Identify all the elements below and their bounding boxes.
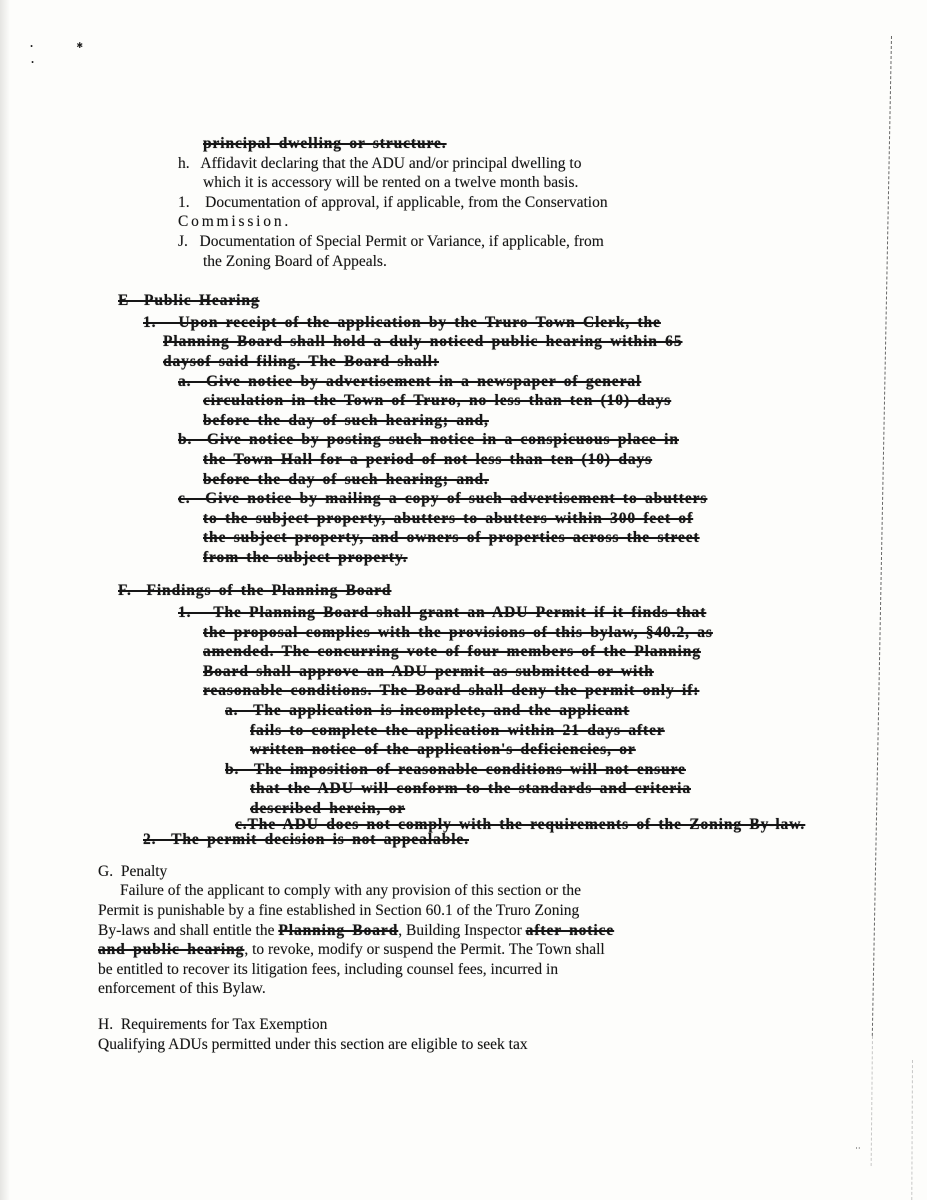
text-line (0, 603, 927, 623)
text-line (0, 411, 927, 431)
text-line (0, 881, 927, 901)
struck-text: fails to complete the application within 21 days after (250, 721, 665, 739)
struck-text: Planning Board (278, 921, 399, 939)
struck-text: after notice (525, 921, 615, 939)
body-text: G. Penalty (98, 862, 168, 880)
item-e-1-b-struck (0, 430, 927, 489)
item-f-1-b-struck (0, 760, 927, 819)
struck-text: a. Give notice by advertisement in a newspaper of general (178, 372, 642, 390)
text-line (0, 332, 927, 352)
section-f-heading-struck (0, 581, 927, 601)
struck-text: the proposal complies with the provisions of this bylaw, §40.2, as (203, 623, 713, 641)
struck-text: c. Give notice by mailing a copy of such advertisement to abutters (178, 490, 708, 508)
ink-speck: • (30, 41, 33, 51)
text-line (0, 681, 927, 701)
scan-edge-line (871, 1036, 873, 1166)
ink-speck: ‥ (855, 1141, 861, 1151)
para-h-tax (0, 1035, 927, 1055)
text-line (0, 979, 927, 999)
body-text: the Zoning Board of Appeals. (203, 252, 387, 270)
text-line (0, 352, 927, 372)
text-line (0, 154, 927, 174)
struck-text: c.The ADU does not comply with the requirements of the Zoning By-law. (235, 815, 806, 833)
struck-text: reasonable conditions. The Board shall deny the permit only if: (203, 682, 700, 700)
struck-text: 1. The Planning Board shall grant an ADU Permit if it finds that (178, 604, 707, 622)
body-text: Failure of the applicant to comply with any provision of this section or the (120, 882, 582, 900)
struck-text: before the day of such hearing; and, (203, 411, 489, 429)
text-line (0, 528, 927, 548)
struck-text: written notice of the application's deficiencies, or (250, 741, 636, 759)
body-text: , to revoke, modify or suspend the Permit. The Town shall (244, 941, 605, 959)
struck-text: Planning Board shall hold a duly noticed public hearing within 65 (163, 333, 683, 351)
body-text: Permit is punishable by a fine established in Section 60.1 of the Truro Zoning (98, 901, 580, 919)
scan-edge-line (911, 1060, 913, 1200)
text-line (0, 313, 927, 333)
clause-principal-dwelling-struck (0, 134, 927, 154)
struck-text: principal dwelling or structure. (203, 135, 447, 152)
struck-text: from the subject property. (203, 548, 408, 566)
body-text: Commission. (178, 213, 292, 231)
body-text: H. Requirements for Tax Exemption (98, 1015, 328, 1033)
text-line (0, 1035, 927, 1055)
body-text: h. Affidavit declaring that the ADU and/or principal dwelling to (178, 154, 582, 172)
document-content (0, 134, 927, 1054)
text-line (0, 391, 927, 411)
body-text: By-laws and shall entitle the (98, 921, 279, 939)
struck-text: described herein, or (250, 800, 406, 817)
text-line (0, 760, 927, 780)
text-line (0, 623, 927, 643)
item-f-1-struck (0, 603, 927, 701)
body-text: J. Documentation of Special Permit or Variance, if applicable, from (178, 232, 604, 250)
struck-text: amended. The concurring vote of four members of the Planning (203, 643, 701, 661)
item-e-1-a-struck (0, 372, 927, 431)
text-line (0, 430, 927, 450)
struck-text: Board shall approve an ADU permit as submitted or with (203, 662, 654, 680)
text-line (0, 901, 927, 921)
text-line (0, 173, 927, 193)
section-e-heading-struck (0, 291, 927, 311)
struck-text: circulation in the Town of Truro, no less than ten (10) days (203, 392, 672, 410)
body-text: 1. Documentation of approval, if applicable, from the Conservation (178, 193, 608, 211)
struck-text: to the subject property, abutters to abutters within 300 feet of (203, 509, 694, 527)
struck-text: b. Give notice by posting such notice in a conspicuous place in (178, 431, 679, 449)
body-text: which it is accessory will be rented on a twelve month basis. (203, 174, 579, 192)
item-h-affidavit (0, 154, 927, 193)
item-e-1-c-struck (0, 489, 927, 567)
ink-speck: • (31, 57, 34, 67)
text-line (0, 212, 927, 232)
struck-text: 1. Upon receipt of the application by the Truro Town Clerk, the (143, 313, 661, 331)
text-line (0, 470, 927, 490)
text-line (0, 779, 927, 799)
text-line (0, 940, 927, 960)
text-line (0, 372, 927, 392)
text-line (0, 740, 927, 760)
ink-speck: ✱ (76, 40, 84, 50)
item-f-1-a-struck (0, 701, 927, 760)
text-line (0, 193, 927, 213)
struck-text: before the day of such hearing; and. (203, 470, 489, 488)
text-line (0, 548, 927, 568)
text-line (0, 134, 927, 154)
text-line (0, 450, 927, 470)
struck-text: the Town Hall for a period of not less than ten (10) days (203, 450, 653, 468)
text-line (0, 921, 927, 941)
struck-text: daysof said filing. The Board shall: (163, 352, 439, 370)
struck-text: F. Findings of the Planning Board (118, 582, 392, 600)
text-line (0, 252, 927, 272)
text-line (0, 291, 927, 311)
item-i-conservation (0, 193, 927, 232)
struck-text: and public hearing (98, 941, 245, 959)
body-text: , Building Inspector (398, 921, 526, 939)
text-line (0, 581, 927, 601)
item-j-special-permit (0, 232, 927, 271)
body-text: be entitled to recover its litigation fees, including counsel fees, incurred in (98, 960, 559, 978)
para-g-penalty (0, 881, 927, 999)
text-line (0, 232, 927, 252)
body-text: enforcement of this Bylaw. (98, 980, 266, 998)
struck-text: b. The imposition of reasonable conditions will not ensure (225, 760, 686, 778)
section-g-heading (0, 862, 927, 882)
text-line (0, 701, 927, 721)
struck-text: the subject property, and owners of properties across the street (203, 529, 700, 547)
text-line (0, 489, 927, 509)
item-e-1-struck (0, 313, 927, 372)
text-line (0, 662, 927, 682)
text-line (0, 862, 927, 882)
body-text: Qualifying ADUs permitted under this section are eligible to seek tax (98, 1035, 528, 1053)
struck-text: a. The application is incomplete, and the applicant (225, 702, 630, 720)
text-line (0, 509, 927, 529)
text-line (0, 1015, 927, 1035)
text-line (0, 642, 927, 662)
section-h-heading (0, 1015, 927, 1035)
text-line (0, 960, 927, 980)
struck-text: 2. The permit decision is not appealable. (143, 831, 469, 849)
struck-text: E Public Hearing (118, 292, 260, 310)
struck-text: that the ADU will conform to the standards and criteria (250, 780, 691, 798)
text-line (0, 721, 927, 741)
